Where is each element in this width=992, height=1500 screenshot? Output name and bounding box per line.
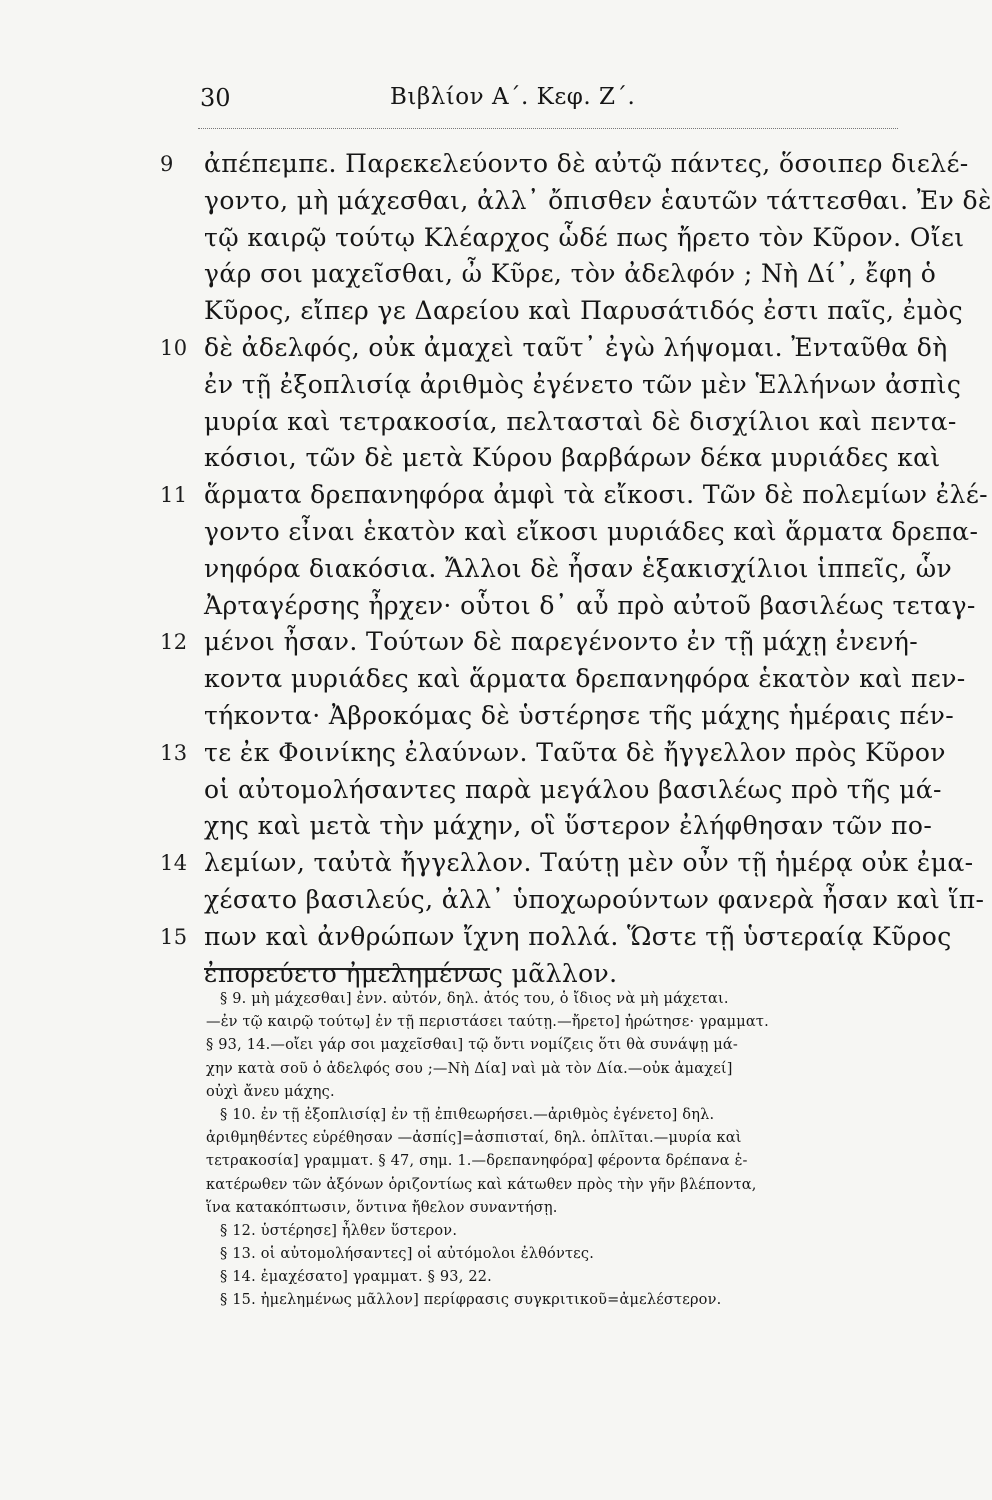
footnote-line: κατέρωθεν τῶν ἀξόνων ὁριζοντίως καὶ κάτωθεν πρὸς τὴν γῆν βλέποντα, — [206, 1176, 757, 1193]
line-text: ἐπορεύετο ἠμελημένως μᾶλλον. — [204, 958, 618, 988]
section-number: 13 — [160, 740, 188, 765]
line-text: χέσατο βασιλεύς, ἀλλ᾽ ὑποχωρούντων φανερὰ ἦσαν καὶ ἵπ- — [204, 884, 985, 914]
line-text: γάρ σοι μαχεῖσθαι, ὦ Κῦρε, τὸν ἀδελφόν ; Νὴ Δί᾽, ἔφη ὁ — [204, 259, 937, 289]
text-line — [160, 956, 900, 993]
line-text: λεμίων, ταὐτὰ ἤγγελλον. Ταύτῃ μὲν οὖν τῇ ἡμέρᾳ οὐκ ἐμα- — [204, 848, 974, 878]
line-text: πων καὶ ἀνθρώπων ἴχνη πολλά. Ὥστε τῇ ὑστεραίᾳ Κῦρος — [204, 921, 952, 951]
line-text: τῷ καιρῷ τούτῳ Κλέαρχος ὧδέ πως ἤρετο τὸν Κῦρον. Οἴει — [204, 222, 965, 252]
footnote-separator — [204, 968, 490, 970]
text-line — [160, 588, 976, 625]
line-text: οἱ αὐτομολήσαντες παρὰ μεγάλου βασιλέως πρὸ τῆς μά- — [204, 774, 942, 804]
text-line — [160, 330, 948, 367]
line-text: γοντο εἶναι ἑκατὸν καὶ εἴκοσι μυριάδες καὶ ἅρματα δρεπα- — [204, 516, 979, 546]
section-number: 9 — [160, 152, 174, 176]
line-text: νηφόρα διακόσια. Ἄλλοι δὲ ἦσαν ἑξακισχίλιοι ἱππεῖς, ὧν — [204, 553, 953, 583]
line-text: ἅρματα δρεπανηφόρα ἀμφὶ τὰ εἴκοσι. Τῶν δὲ πολεμίων ἐλέ- — [204, 480, 989, 510]
page-header — [200, 84, 800, 128]
line-text: Ἀρταγέρσης ἦρχεν· οὗτοι δ᾽ αὖ πρὸ αὐτοῦ βασιλέως τεταγ- — [204, 590, 976, 620]
text-line — [160, 919, 952, 956]
text-line — [160, 624, 919, 661]
text-line — [160, 256, 937, 293]
text-line — [160, 293, 963, 330]
text-line — [160, 220, 965, 257]
text-line — [160, 808, 933, 845]
line-text: μυρία καὶ τετρακοσία, πελτασταὶ δὲ δισχίλιοι καὶ πεντα- — [204, 406, 957, 436]
section-number: 14 — [160, 851, 188, 876]
footnote-line: ἵνα κατακόπτωσιν, ὅντινα ἤθελον συναντήσῃ. — [206, 1199, 558, 1216]
text-line — [160, 367, 962, 404]
text-line — [160, 440, 941, 477]
line-text: ἐν τῇ ἐξοπλισίᾳ ἀριθμὸς ἐγένετο τῶν μὲν Ἑλλήνων ἀσπὶς — [204, 369, 962, 399]
line-text: κοντα μυριάδες καὶ ἅρματα δρεπανηφόρα ἑκατὸν καὶ πεν- — [204, 664, 966, 694]
main-text — [160, 146, 992, 992]
page-number: 30 — [200, 84, 231, 112]
line-text: τήκοντα· Ἀβροκόμας δὲ ὑστέρησε τῆς μάχης ἡμέραις πέν- — [204, 700, 955, 730]
footnote-line: § 9. μὴ μάχεσθαι] ἐνν. αὐτόν, δηλ. ἀτός του, ὁ ἴδιος νὰ μὴ μάχεται. — [220, 991, 729, 1007]
footnote-line: § 15. ἠμελημένως μᾶλλον] περίφρασις συγκριτικοῦ=ἀμελέστερον. — [220, 1292, 722, 1309]
text-line — [160, 845, 974, 882]
section-number: 12 — [160, 630, 188, 655]
running-head: Βιβλίον Α΄. Κεφ. Ζ΄. — [390, 84, 636, 110]
text-line — [160, 698, 955, 735]
footnotes — [206, 988, 896, 1313]
line-text: γοντο, μὴ μάχεσθαι, ἀλλ᾽ ὄπισθεν ἑαυτῶν τάττεσθαι. Ἐν δὲ — [204, 185, 992, 215]
footnote-line: χην κατὰ σοῦ ὁ ἀδελφός σου ;—Νὴ Δία] ναὶ μὰ τὸν Δία.—οὐκ ἀμαχεί] — [206, 1060, 733, 1077]
text-line — [160, 404, 957, 441]
footnote-line: § 12. ὑστέρησε] ἦλθεν ὕστερον. — [220, 1222, 458, 1239]
footnote-line: ἀριθμηθέντες εὑρέθησαν —ἀσπίς]=ἀσπισταί, δηλ. ὁπλῖται.—μυρία καὶ — [206, 1130, 742, 1147]
section-number: 11 — [160, 483, 188, 508]
text-line — [160, 772, 942, 809]
footnote-line: τετρακοσία] γραμματ. § 47, σημ. 1.—δρεπανηφόρα] φέροντα δρέπανα ἑ- — [206, 1153, 748, 1170]
line-text: κόσιοι, τῶν δὲ μετὰ Κύρου βαρβάρων δέκα μυριάδες καὶ — [204, 443, 941, 473]
text-line — [160, 477, 989, 514]
text-line — [160, 882, 985, 919]
section-number: 15 — [160, 924, 188, 949]
text-line — [160, 146, 969, 183]
line-text: δὲ ἀδελφός, οὐκ ἀμαχεὶ ταῦτ᾽ ἐγὼ λήψομαι. Ἐνταῦθα δὴ — [204, 332, 948, 362]
line-text: τε ἐκ Φοινίκης ἐλαύνων. Ταῦτα δὲ ἤγγελλον πρὸς Κῦρον — [204, 737, 946, 767]
line-text: Κῦρος, εἴπερ γε Δαρείου καὶ Παρυσάτιδός ἐστι παῖς, ἐμὸς — [204, 296, 963, 326]
text-line — [160, 735, 946, 772]
header-rule — [198, 128, 898, 129]
footnote-line: § 13. οἱ αὐτομολήσαντες] οἱ αὐτόμολοι ἐλθόντες. — [220, 1246, 595, 1263]
line-text: χης καὶ μετὰ τὴν μάχην, οἳ ὕστερον ἐλήφθησαν τῶν πο- — [204, 811, 933, 841]
text-line — [160, 183, 992, 220]
footnote-line: § 93, 14.—οἴει γάρ σοι μαχεῖσθαι] τῷ ὄντι νομίζεις ὅτι θὰ συνάψῃ μά- — [206, 1037, 739, 1054]
footnote-line: —ἐν τῷ καιρῷ τούτῳ] ἐν τῇ περιστάσει ταύτῃ.—ἤρετο] ἠρώτησε· γραμματ. — [206, 1014, 769, 1031]
text-line — [160, 661, 966, 698]
line-text: μένοι ἦσαν. Τούτων δὲ παρεγένοντο ἐν τῇ μάχῃ ἐνενή- — [204, 627, 919, 657]
text-line — [160, 514, 979, 551]
text-line — [160, 551, 953, 588]
footnote-line: § 14. ἐμαχέσατο] γραμματ. § 93, 22. — [220, 1269, 492, 1286]
section-number: 10 — [160, 335, 188, 360]
footnote-line: § 10. ἐν τῇ ἐξοπλισίᾳ] ἐν τῇ ἐπιθεωρήσει.—ἀριθμὸς ἐγένετο] δηλ. — [220, 1106, 715, 1123]
footnote-line: οὐχὶ ἄνευ μάχης. — [206, 1083, 335, 1100]
line-text: ἀπέπεμπε. Παρεκελεύοντο δὲ αὐτῷ πάντες, ὅσοιπερ διελέ- — [204, 149, 969, 178]
